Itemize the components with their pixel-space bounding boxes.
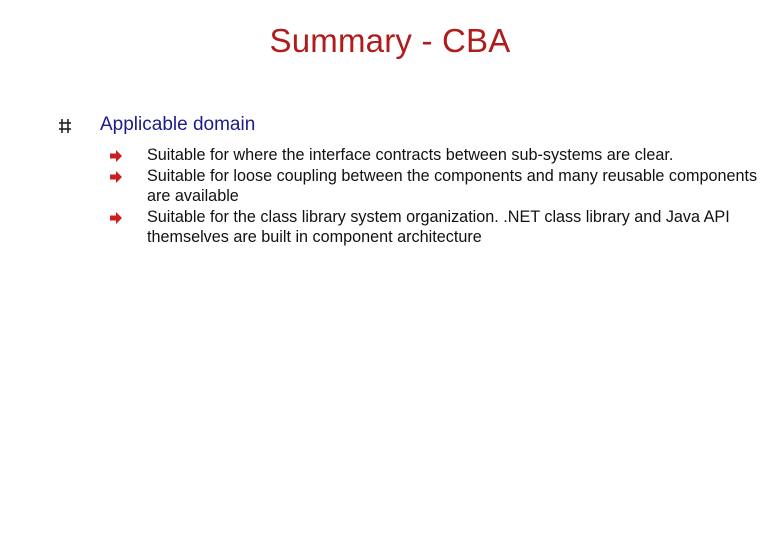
arrow-right-icon [110,148,122,162]
list-item-text: Suitable for where the interface contracts between sub-systems are clear. [147,146,674,164]
list-item-text: Suitable for loose coupling between the components and many reusable components are available [147,166,758,205]
list-item [110,145,760,166]
arrow-right-icon [110,169,122,183]
arrow-right-icon [110,210,122,224]
square-bullet-icon [58,118,72,134]
slide-title: Summary - CBA [269,22,511,59]
bullet-label: Applicable domain [100,114,256,135]
list-item [110,166,760,207]
list-item [110,207,760,248]
sub-bullet-list [110,145,760,248]
list-item-text: Suitable for the class library system organization. .NET class library and Java API themselves are built in component architecture [147,207,730,246]
